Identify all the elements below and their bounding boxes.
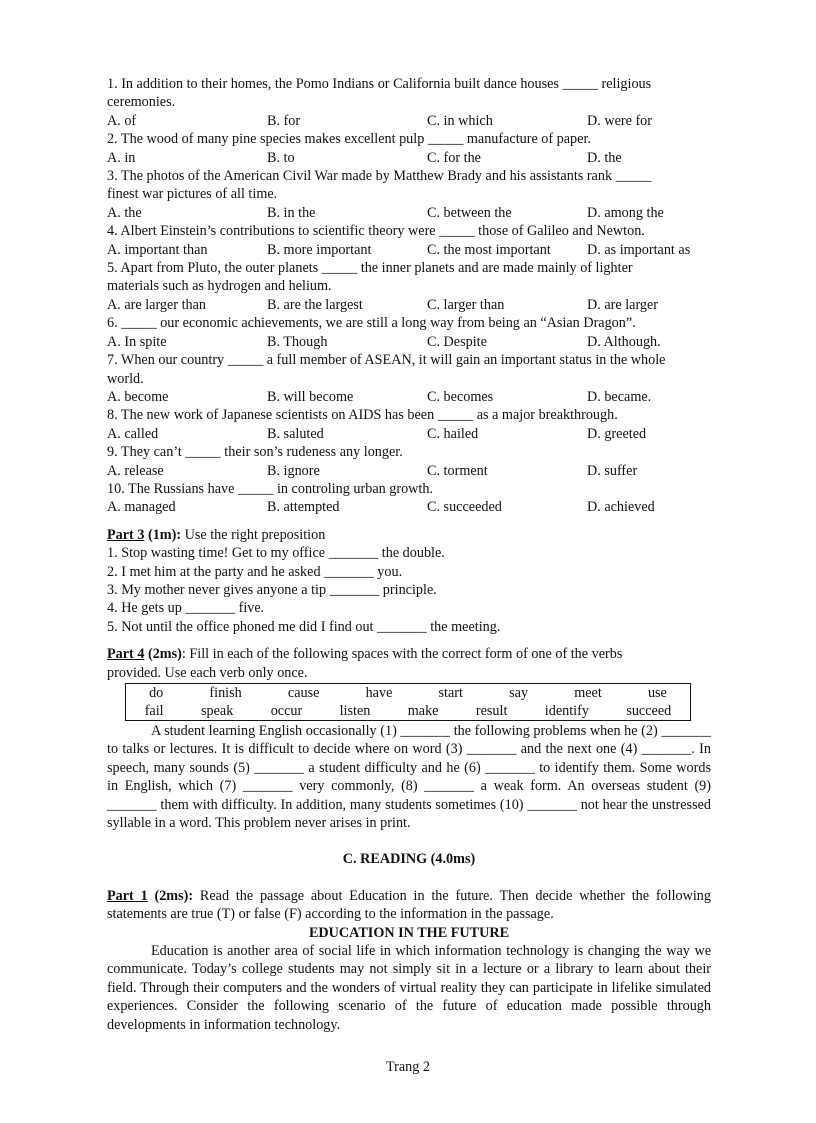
verb-option: meet [574,685,602,701]
answer-option[interactable]: A. the [107,204,142,221]
part3-instruction: Use the right preposition [181,526,326,543]
part4-instruction: : Fill in each of the following spaces with the correct form of one of the verbs [181,646,623,663]
reading-part1-title: Part 1 [107,887,148,904]
answer-option[interactable]: B. more important [267,241,372,258]
question-item [107,351,711,406]
verb-option: identify [544,703,589,719]
question-item [107,259,711,314]
answer-option[interactable]: A. managed [107,499,176,516]
verb-box [125,683,691,721]
part3-item: 1. Stop wasting time! Get to my office _______ the double. [107,545,445,562]
answer-option[interactable]: D. Although. [587,333,661,350]
question-options [107,204,711,222]
verb-option: have [365,685,393,701]
part4-title: Part 4 [107,646,145,663]
answer-option[interactable]: B. will become [267,388,354,405]
answer-option[interactable]: A. In spite [107,333,167,350]
reading-heading: C. READING (4.0ms) [342,851,476,868]
answer-option[interactable]: C. between the [427,204,512,221]
answer-option[interactable]: C. larger than [427,296,505,313]
question-stem: 4. Albert Einstein’s contributions to scientific theory were _____ those of Galileo and Newton. [107,223,645,240]
question-item [107,75,711,130]
question-stem-cont: materials such as hydrogen and helium. [107,278,332,295]
part4-passage: A student learning English occasionally (1) _______ the following problems when he (2) _______ to talks or lectures. It is difficult to decide where on word (3) _______ and the next one (4) _______. In speech, many sounds (5) _______ a student difficulty and he (6) _______ to identify them. Some words in English, which (7) _______ very commonly, (8) _______ a weak form. An overseas student (9) _______ them with difficulty. In addition, many students sometimes (10) _______ not hear the unstressed syllable in a word. This problem never arises in print. [107,723,711,832]
answer-option[interactable]: B. are the largest [267,296,363,313]
document-page [107,75,711,1034]
question-options [107,296,711,314]
answer-option[interactable]: C. for the [427,149,481,166]
part4-marks: (2ms) [144,646,182,663]
answer-option[interactable]: D. suffer [587,462,638,479]
answer-option[interactable]: A. important than [107,241,208,258]
answer-option[interactable]: A. become [107,388,169,405]
reading-part1-instruction [107,887,711,924]
part3-heading [107,526,711,544]
question-options [107,241,711,259]
verb-option: result [475,703,508,719]
answer-option[interactable]: D. became. [587,388,652,405]
answer-option[interactable]: C. succeeded [427,499,502,516]
part4-section [107,645,711,832]
answer-option[interactable]: C. becomes [427,388,494,405]
part3-section [107,526,711,636]
verb-row-1 [126,684,690,702]
answer-option[interactable]: A. release [107,462,164,479]
verb-row-2 [126,702,690,720]
answer-option[interactable]: A. called [107,425,159,442]
answer-option[interactable]: B. in the [267,204,316,221]
passage-title: EDUCATION IN THE FUTURE [308,924,510,941]
question-stem: 1. In addition to their homes, the Pomo Indians or California built dance houses _____ religious [107,76,652,92]
reading-part1-text: Read the passage about Education in the future. Then decide whether the following statements are true (T) or false (F) according to the information in the passage. [107,887,711,923]
verb-option: finish [209,685,242,701]
question-item [107,406,711,443]
page-footer: Trang 2 [385,1059,431,1075]
answer-option[interactable]: D. the [587,149,622,166]
question-item [107,480,711,517]
question-stem-cont: ceremonies. [107,94,176,111]
answer-option[interactable]: C. Despite [427,333,487,350]
verb-option: make [407,703,439,719]
verb-option: speak [200,703,234,719]
reading-part1-marks: (2ms): [147,887,194,904]
question-item [107,222,711,259]
answer-option[interactable]: B. Though [267,333,328,350]
answer-option[interactable]: D. were for [587,112,652,129]
answer-option[interactable]: D. achieved [587,499,655,516]
question-options [107,149,711,167]
verb-option: say [509,685,529,701]
part3-item: 5. Not until the office phoned me did I find out _______ the meeting. [107,618,501,635]
verb-option: fail [144,703,164,719]
answer-option[interactable]: D. as important as [587,241,691,258]
verb-option: occur [270,703,303,719]
question-stem: 6. _____ our economic achievements, we are still a long way from being an “Asian Dragon”. [107,315,636,332]
answer-option[interactable]: A. of [107,112,137,129]
question-options [107,425,711,443]
part3-item: 4. He gets up _______ five. [107,600,265,617]
question-options [107,333,711,351]
answer-option[interactable]: C. in which [427,112,493,129]
answer-option[interactable]: C. hailed [427,425,479,442]
question-options [107,498,711,516]
part3-title: Part 3 [107,526,145,543]
answer-option[interactable]: B. saluted [267,425,324,442]
verb-option: listen [339,703,371,719]
verb-option: use [647,685,667,701]
question-stem-cont: finest war pictures of all time. [107,186,278,203]
question-options [107,112,711,130]
answer-option[interactable]: D. are larger [587,296,659,313]
answer-option[interactable]: A. in [107,149,136,166]
question-options [107,388,711,406]
answer-option[interactable]: C. the most important [427,241,551,258]
question-stem: 10. The Russians have _____ in controling urban growth. [107,480,434,497]
reading-part1 [107,887,711,1034]
answer-option[interactable]: B. to [267,149,295,166]
part3-item: 2. I met him at the party and he asked _______ you. [107,563,403,580]
answer-option[interactable]: B. attempted [267,499,340,516]
question-item [107,167,711,222]
question-stem-cont: world. [107,370,144,387]
answer-option[interactable]: D. greeted [587,425,647,442]
question-options [107,462,711,480]
question-item [107,130,711,167]
answer-option[interactable]: C. torment [427,462,488,479]
answer-option[interactable]: D. among the [587,204,664,221]
part3-item: 3. My mother never gives anyone a tip _______ principle. [107,581,437,598]
reading-passage: Education is another area of social life in which information technology is changing the way we communicate. Today’s college students may not simply sit in a lecture or a library to learn about their field. Through their computers and the wonders of virtual reality they can participate in lifelike simulated experiences. Consider the following scenario of the future of education made possible through developments in information technology. [107,943,711,1033]
answer-option[interactable]: B. for [267,112,301,129]
part4-instruction-cont: provided. Use each verb only once. [107,664,308,681]
question-stem: 9. They can’t _____ their son’s rudeness any longer. [107,444,403,461]
answer-option[interactable]: B. ignore [267,462,320,479]
question-stem: 7. When our country _____ a full member of ASEAN, it will gain an important status in the whole [107,352,666,369]
question-stem: 2. The wood of many pine species makes excellent pulp _____ manufacture of paper. [107,131,591,148]
verb-option: start [438,685,463,701]
question-stem: 3. The photos of the American Civil War made by Matthew Brady and his assistants rank _____ [107,168,652,185]
question-stem: 8. The new work of Japanese scientists on AIDS has been _____ as a major breakthrough. [107,407,618,424]
question-stem: 5. Apart from Pluto, the outer planets _____ the inner planets and are made mainly of lighter [107,260,633,277]
question-item [107,443,711,480]
answer-option[interactable]: A. are larger than [107,296,207,313]
verb-option: cause [287,685,320,701]
question-list [107,75,711,517]
part3-marks: (1m): [144,526,182,543]
part4-heading [107,645,711,663]
verb-option: succeed [626,703,672,719]
question-item [107,314,711,351]
verb-option: do [149,685,164,701]
